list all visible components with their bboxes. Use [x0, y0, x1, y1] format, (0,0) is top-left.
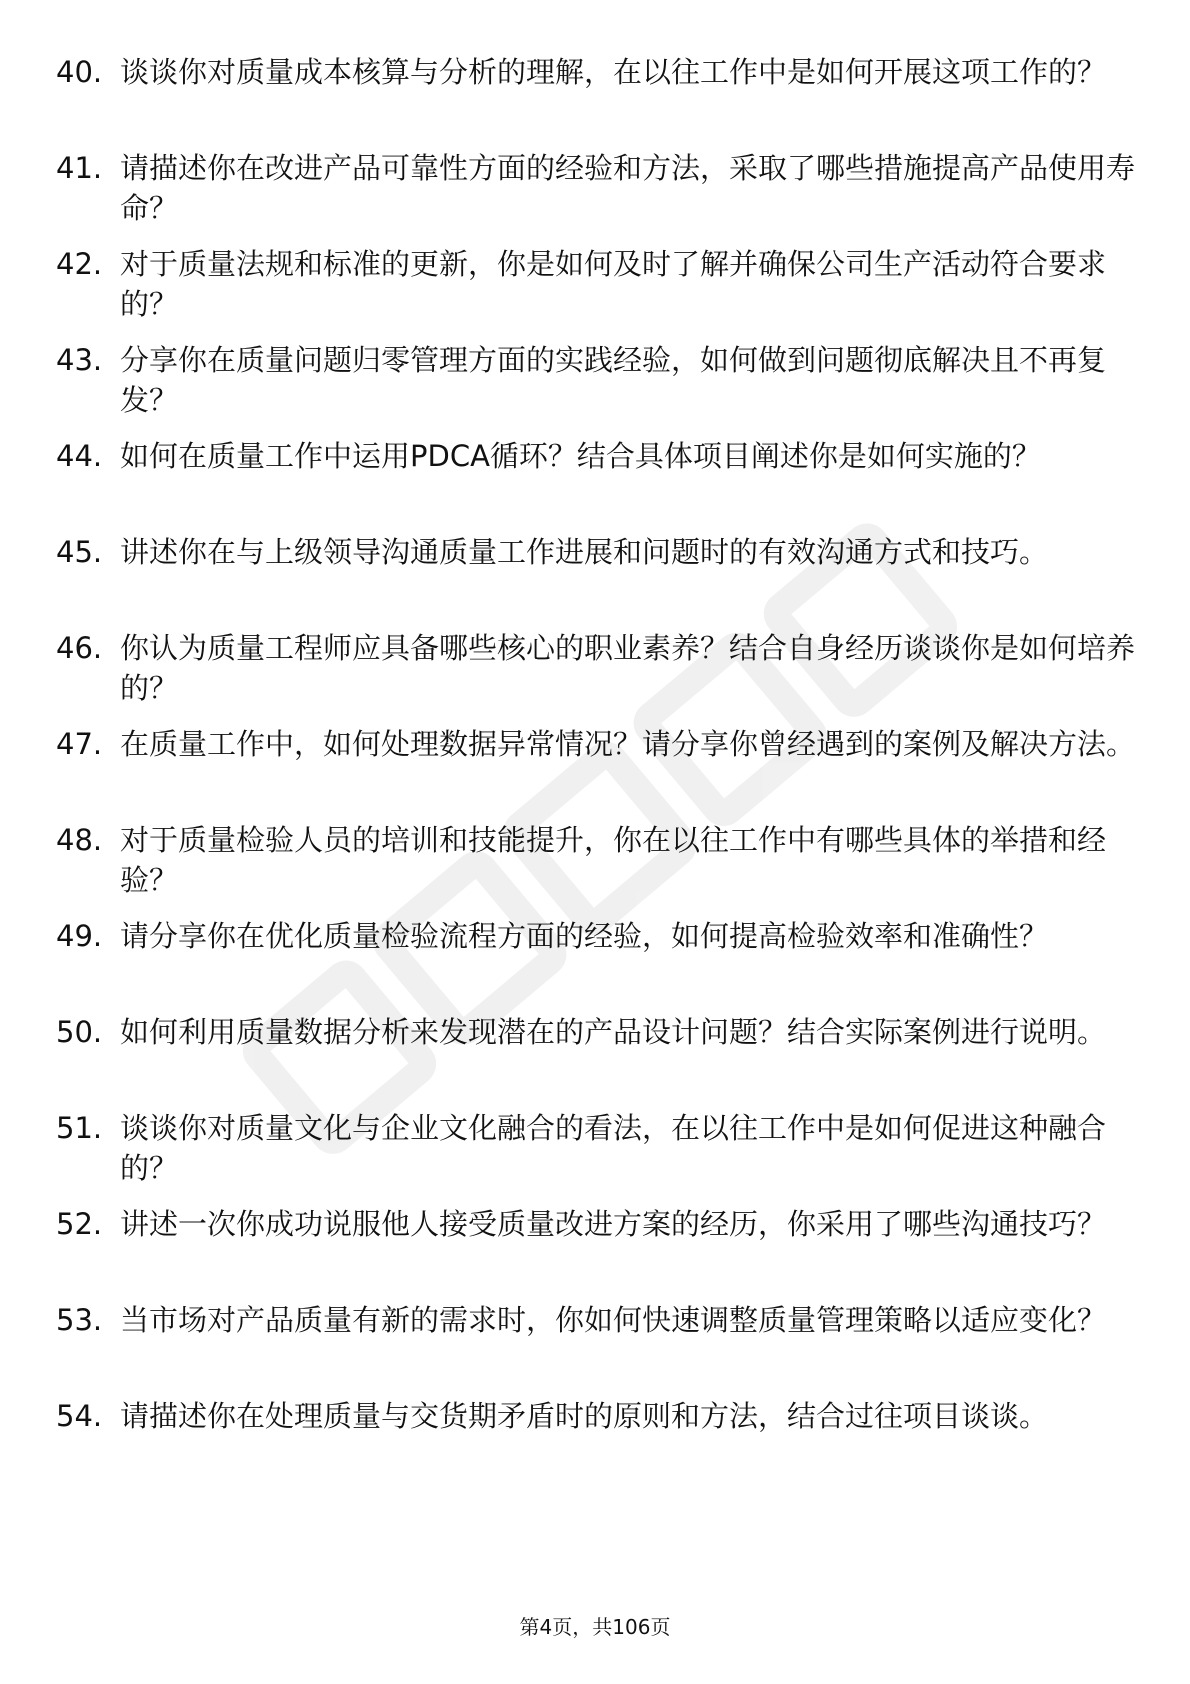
question-item	[56, 52, 1136, 148]
question-number: 53.	[56, 1303, 103, 1337]
question-text: 对于质量检验人员的培训和技能提升，你在以往工作中有哪些具体的举措和经验？	[120, 823, 1107, 897]
question-item	[56, 1012, 1136, 1108]
question-number: 45.	[56, 535, 103, 569]
question-number: 41.	[56, 151, 103, 185]
question-text: 分享你在质量问题归零管理方面的实践经验，如何做到问题彻底解决且不再复发？	[120, 343, 1107, 417]
question-number: 40.	[56, 55, 103, 89]
question-number: 44.	[56, 439, 103, 473]
question-item	[56, 628, 1136, 724]
question-item	[56, 340, 1136, 436]
question-text: 如何利用质量数据分析来发现潜在的产品设计问题？结合实际案例进行说明。	[120, 1015, 1107, 1049]
question-number: 52.	[56, 1207, 103, 1241]
question-text: 请描述你在处理质量与交货期矛盾时的原则和方法，结合过往项目谈谈。	[120, 1399, 1049, 1433]
question-text: 如何在质量工作中运用PDCA循环？结合具体项目阐述你是如何实施的？	[120, 439, 1041, 473]
question-text: 讲述一次你成功说服他人接受质量改进方案的经历，你采用了哪些沟通技巧？	[120, 1207, 1107, 1241]
question-item	[56, 1396, 1136, 1492]
question-number: 51.	[56, 1111, 103, 1145]
question-item	[56, 1108, 1136, 1204]
question-text: 你认为质量工程师应具备哪些核心的职业素养？结合自身经历谈谈你是如何培养的？	[120, 631, 1136, 705]
question-number: 50.	[56, 1015, 103, 1049]
question-item	[56, 436, 1136, 532]
question-item	[56, 1300, 1136, 1396]
question-number: 43.	[56, 343, 103, 377]
question-number: 46.	[56, 631, 103, 665]
question-item	[56, 916, 1136, 1012]
question-text: 谈谈你对质量成本核算与分析的理解，在以往工作中是如何开展这项工作的？	[120, 55, 1107, 89]
question-item	[56, 724, 1136, 820]
question-text: 对于质量法规和标准的更新，你是如何及时了解并确保公司生产活动符合要求的？	[120, 247, 1107, 321]
question-number: 48.	[56, 823, 103, 857]
question-item	[56, 532, 1136, 628]
question-number: 42.	[56, 247, 103, 281]
question-item	[56, 820, 1136, 916]
question-item	[56, 148, 1136, 244]
question-item	[56, 244, 1136, 340]
question-text: 在质量工作中，如何处理数据异常情况？请分享你曾经遇到的案例及解决方法。	[120, 727, 1136, 761]
question-list	[56, 52, 1136, 1492]
question-text: 请描述你在改进产品可靠性方面的经验和方法，采取了哪些措施提高产品使用寿命？	[120, 151, 1136, 225]
question-item	[56, 1204, 1136, 1300]
page-number: 第4页，共106页	[519, 1615, 671, 1639]
question-number: 54.	[56, 1399, 103, 1433]
question-text: 谈谈你对质量文化与企业文化融合的看法，在以往工作中是如何促进这种融合的？	[120, 1111, 1107, 1185]
question-text: 讲述你在与上级领导沟通质量工作进展和问题时的有效沟通方式和技巧。	[120, 535, 1049, 569]
question-number: 49.	[56, 919, 103, 953]
question-text: 请分享你在优化质量检验流程方面的经验，如何提高检验效率和准确性？	[120, 919, 1049, 953]
question-number: 47.	[56, 727, 103, 761]
page-footer	[0, 1615, 1190, 1639]
question-text: 当市场对产品质量有新的需求时，你如何快速调整质量管理策略以适应变化？	[120, 1303, 1107, 1337]
